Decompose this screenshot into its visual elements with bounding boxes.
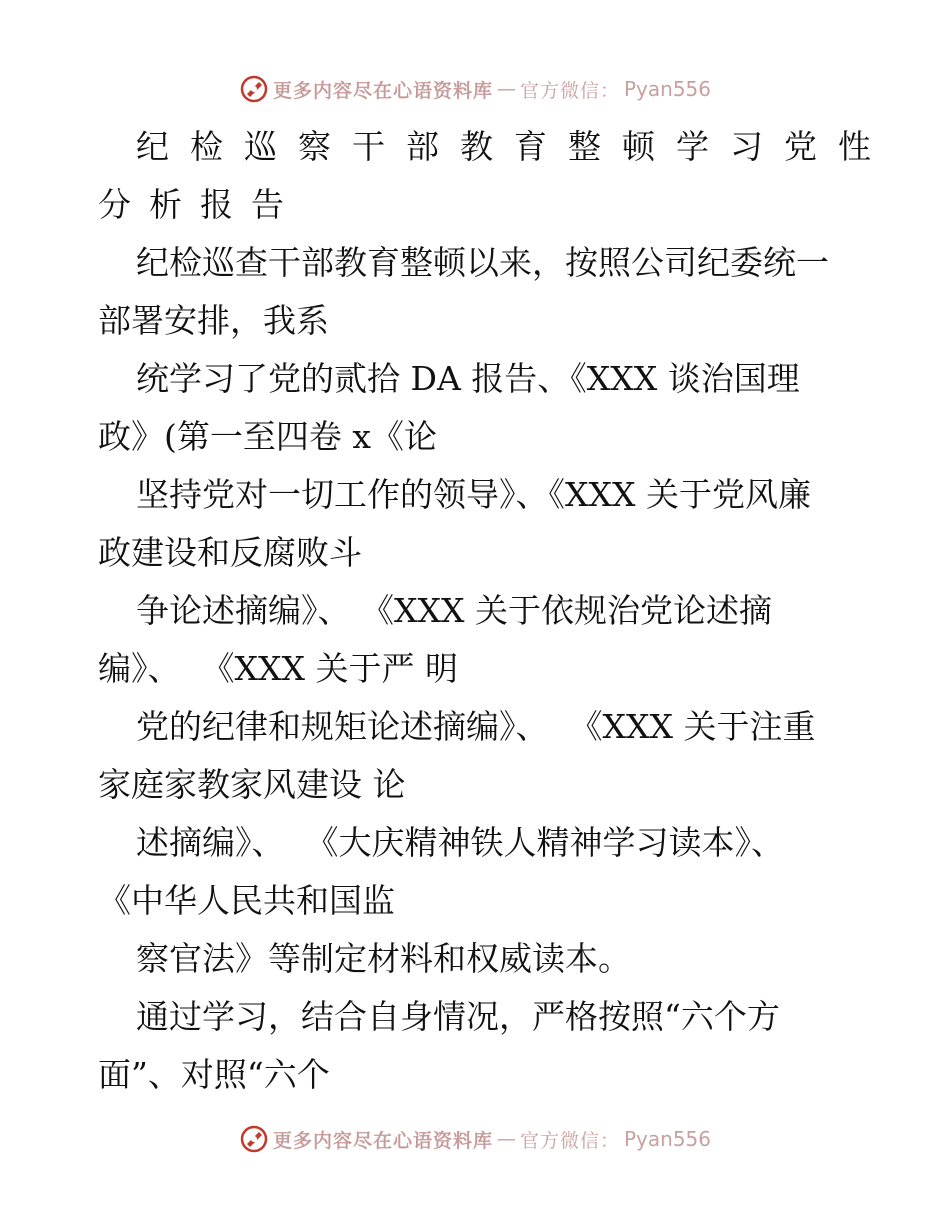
paragraph-line: 统学习了党的贰拾 DA 报告、《XXX 谈治国理 xyxy=(136,359,800,398)
paragraph-line: 党的纪律和规矩论述摘编》、 《XXX 关于注重 xyxy=(136,707,816,746)
paragraph-line: 家庭家教家风建设 论 xyxy=(98,765,406,804)
watermark-label: 官方微信： xyxy=(519,1129,620,1152)
logo-icon xyxy=(239,74,269,104)
paragraph-line: 编》、 《XXX 关于严 明 xyxy=(98,649,458,688)
doc-title-line-2: 分析报告 xyxy=(98,185,302,224)
paragraph-line: 述摘编》、 《大庆精神铁人精神学习读本》、 xyxy=(136,823,784,862)
watermark-wechat-id: Pyan556 xyxy=(624,1127,712,1151)
paragraph-line: 争论述摘编》、 《XXX 关于依规治党论述摘 xyxy=(136,591,772,630)
footer-watermark xyxy=(0,1124,950,1154)
watermark-dash: — xyxy=(496,1128,516,1150)
watermark-brand: 更多内容尽在心语资料库 xyxy=(272,1129,493,1152)
watermark-wechat-id: Pyan556 xyxy=(624,77,712,101)
paragraph-line: 面”、对照“六个 xyxy=(98,1055,330,1094)
paragraph-line: 政建设和反腐败斗 xyxy=(98,533,362,572)
watermark-brand: 更多内容尽在心语资料库 xyxy=(272,79,493,102)
paragraph-line: 坚持党对一切工作的领导》、《XXX 关于党风廉 xyxy=(136,475,811,514)
paragraph-line: 纪检巡查干部教育整顿以来，按照公司纪委统一 xyxy=(136,243,829,282)
paragraph-line: 通过学习，结合自身情况，严格按照“六个方 xyxy=(136,997,780,1036)
doc-title-line-1: 纪检巡察干部教育整顿学习党性 xyxy=(136,127,892,166)
paragraph-line: 察官法》等制定材料和权威读本。 xyxy=(136,939,631,978)
header-watermark xyxy=(0,74,950,104)
document-body xyxy=(98,118,892,1104)
paragraph-line: 部署安排，我系 xyxy=(98,301,329,340)
watermark-dash: — xyxy=(496,78,516,100)
paragraph-line: 《中华人民共和国监 xyxy=(98,881,395,920)
watermark-label: 官方微信： xyxy=(519,79,620,102)
logo-icon xyxy=(239,1124,269,1154)
paragraph-line: 政》(第一至四卷 x《论 xyxy=(98,417,437,456)
